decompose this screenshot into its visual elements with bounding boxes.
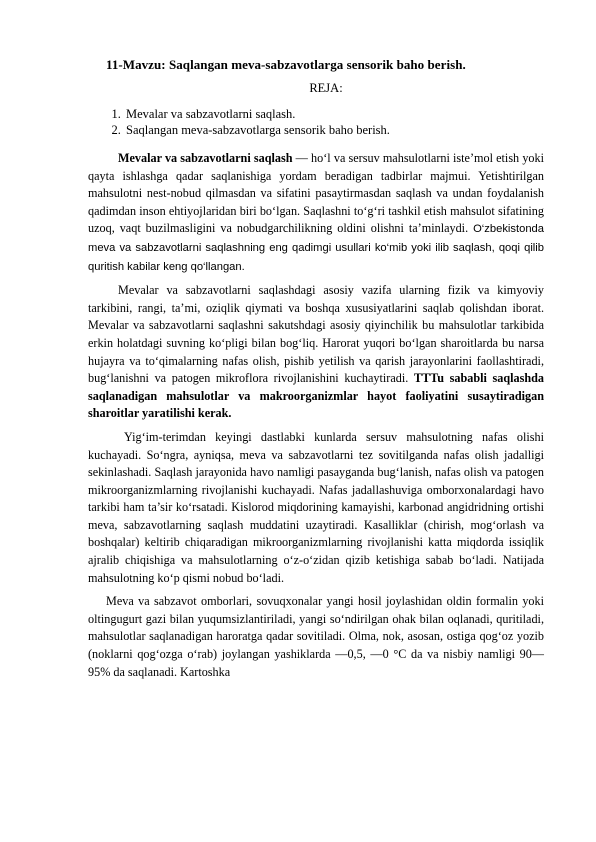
paragraph-3: Yig‘im-terimdan keyingi dastlabki kunlarda sersuv mahsulotning nafas olishi kuchayadi. So‘ngra, ayniqsa, meva va sabzavotlarni tez sovitilganda nafas olish jadalligi sekinlashadi. Saqlash jarayonida havo namligi pasayganda bug‘lanish, nafas olish va patogen mikroorganizmlarning rivojlanishi kuchayadi. Nafas jadallashuviga omborxonalardagi havo tarkibi ham ta’sir ko‘rsatadi. Kislorod miqdorining kamayishi, karbonad angidridning ortishi meva, sabzavotlarning saqlash muddatini uzaytiradi. Kasalliklar (chirish, mog‘orlash va boshqalar) keltirib chiqaradigan mikroorganizmlarning rivojlanishi katta miqdorda issiqlik ajralib chiqishiga va mahsulotlarning o‘z-o‘zidan qizib ketishiga sabab bo‘ladi. Natijada mahsulotning ko‘p qismi nobud bo‘ladi. xyxy=(88,429,544,585)
paragraph-2 xyxy=(88,282,544,423)
plan-item: 1. Mevalar va sabzavotlarni saqlash. xyxy=(124,106,544,122)
paragraph-1-lead: Mevalar va sabzavotlarni saqlash xyxy=(118,151,293,165)
plan-heading: REJA: xyxy=(309,81,343,95)
page-title: 11-Mavzu: Saqlangan meva-sabzavotlarga sensorik baho berish. xyxy=(106,57,466,72)
paragraph-4: Meva va sabzavot omborlari, sovuqxonalar yangi hosil joylashidan oldin formalin yoki oltingugurt gazi bilan yuqumsizlantiriladi, yangi so‘ndirilgan ohak bilan oqlanadi, quritiladi, mahsulotlar saqlanadigan haroratga qadar sovitiladi. Olma, nok, asosan, ostiga qog‘oz yozib (noklarni qog‘ozga o‘rab) joylangan yashiklarda —0,5, —0 °C da va nisbiy namligi 90—95% da saqlanadi. Kartoshka xyxy=(88,594,544,679)
paragraph-1-sans-text: O‘zbekistonda meva va sabzavotlarni saqlashning eng qadimgi usullari ko‘mib yoki ilib saqlash, qoqi qilib quritish kabilar keng qo‘llangan. xyxy=(88,223,544,273)
paragraph-2-text: Mevalar va sabzavotlarni saqlashdagi asosiy vazifa ularning fizik va kimyoviy tarkibini, rangi, ta’mi, oziqlik qiymati va boshqa xususiyatlarini saqlab qolishdan iborat. Mevalar va sabzavotlarni saqlashni sakutshdagi asosiy qiyinchilik bu mahsulotlar tarkibida erkin holatdagi suvning ko‘pligi bilan bog‘liq. Harorat yuqori bo‘lgan sharoitlarda bu narsa hujayra va to‘qimalarning nafas olish, pishib yetilish va qarish jarayonlarini faollashtiradi, bug‘lanishni va patogen mikroflora rivojlanishini kuchaytiradi. xyxy=(88,283,544,386)
plan-item: 2. Saqlangan meva-sabzavotlarga sensorik baho berish. xyxy=(124,122,544,138)
paragraph-1 xyxy=(88,150,544,276)
paragraph-1-text: — ho‘l va sersuv mahsulotlarni iste’mol etish yoki qayta ishlashga qadar saqlanishiga yordam beradigan tadbirlar majmui. Yetishtirilgan mahsulotni nest-nobud qilmasdan va sifatini pasaytirmasdan saqlash va undan foydalanish qadimdan inson ehtiyojlaridan biri bo‘lgan. Saqlashni to‘g‘ri tashkil etish mahsulot sifatining uzoq, vaqt buzilmasligini va nobudgarchilikning oldini olishni ta’minlaydi. xyxy=(88,151,544,236)
paragraph-2-bold: TTTu sababli saqlashda saqlanadigan mahsulotlar va makroorganizmlar hayot faoliyatini susaytiradigan sharoitlar yaratilishi kerak. xyxy=(88,371,544,421)
plan-list xyxy=(88,106,544,138)
